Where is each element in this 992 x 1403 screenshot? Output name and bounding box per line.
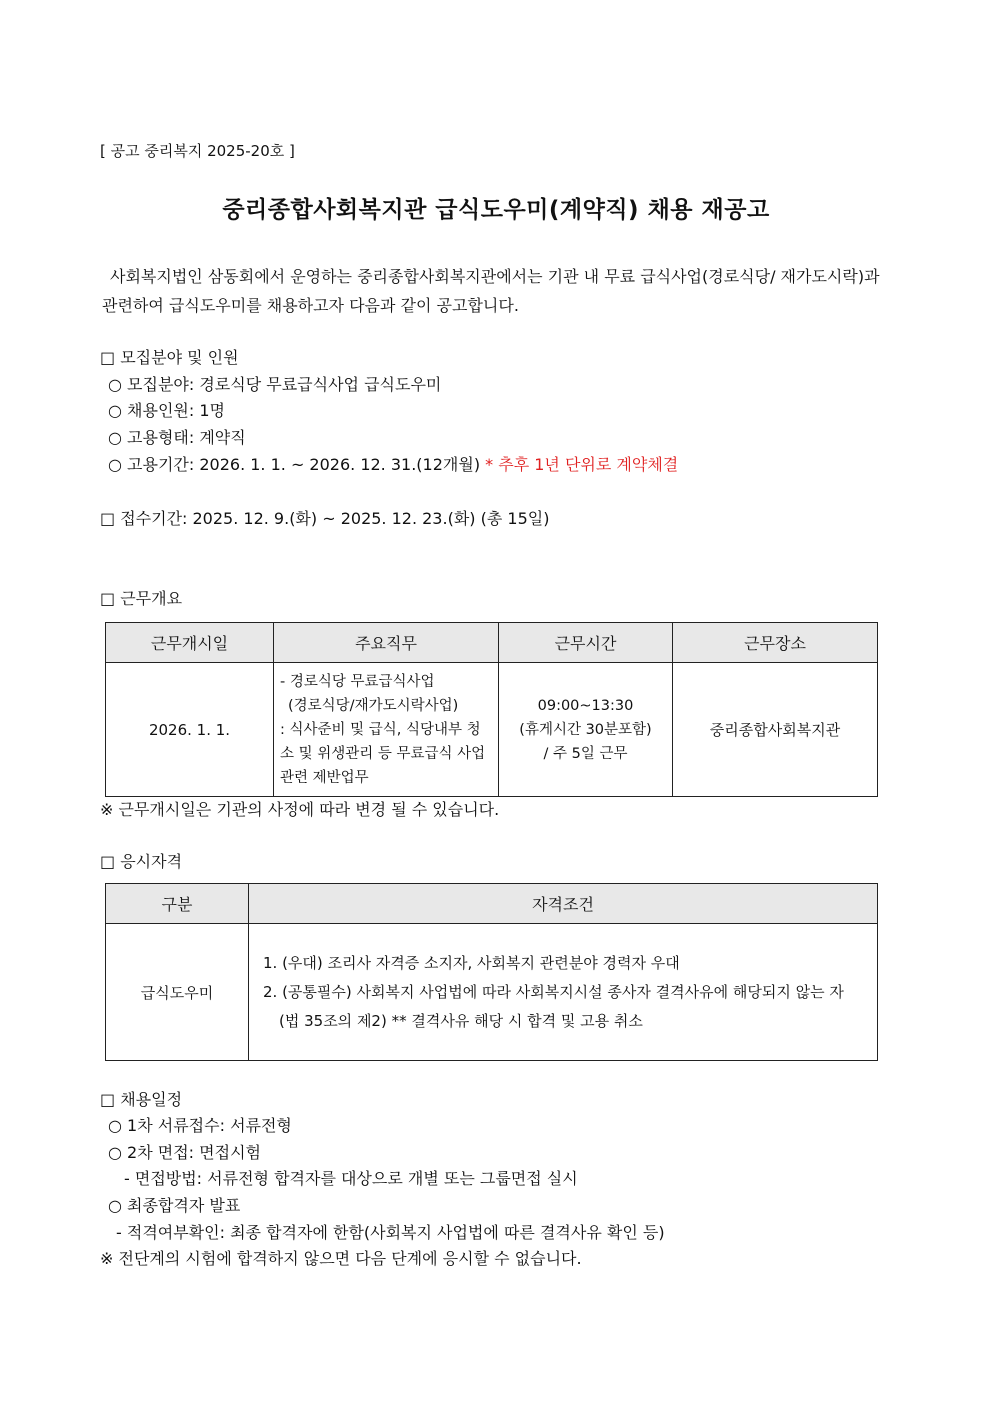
work-header-duty: 주요직무: [274, 623, 499, 663]
page-title: 중리종합사회복지관 급식도우미(계약직) 채용 재공고: [222, 197, 770, 223]
recruit-period-note: * 추후 1년 단위로 계약체결: [485, 455, 679, 474]
duty-line: : 식사준비 및 급식, 식당내부 청소 및 위생관리 등 무료급식 사업 관련 제반업무: [280, 721, 486, 786]
condition-line: 1. (우대) 조리사 자격증 소지자, 사회복지 관련분야 경력자 우대: [263, 953, 680, 972]
duty-line: - 경로식당 무료급식사업: [280, 673, 435, 690]
qualification-heading: □ 응시자격: [100, 852, 183, 871]
hours-line: (휴게시간 30분포함): [519, 721, 652, 738]
recruit-heading: □ 모집분야 및 인원: [100, 348, 239, 367]
work-header-place: 근무장소: [673, 623, 878, 663]
work-duties: [274, 663, 499, 797]
qual-conditions: [249, 924, 878, 1061]
recruit-item-count: ○ 채용인원: 1명: [108, 401, 225, 420]
hours-line: 09:00~13:30: [537, 697, 634, 714]
work-header-start: 근무개시일: [106, 623, 274, 663]
schedule-eligibility: - 적격여부확인: 최종 합격자에 한함(사회복지 사업법에 따른 결격사유 확인 등): [116, 1223, 665, 1242]
duty-line: (경로식당/재가도시락사업): [288, 697, 459, 714]
work-table: [105, 622, 878, 797]
schedule-interview-method: - 면접방법: 서류전형 합격자를 대상으로 개별 또는 그룹면접 실시: [124, 1169, 578, 1188]
schedule-step-1: ○ 1차 서류접수: 서류전형: [108, 1116, 292, 1135]
hours-line: / 주 5일 근무: [543, 745, 628, 762]
notice-number: [ 공고 중리복지 2025-20호 ]: [100, 142, 295, 160]
recruit-period-text: ○ 고용기간: 2026. 1. 1. ~ 2026. 12. 31.(12개월): [108, 455, 481, 474]
work-start-date: 2026. 1. 1.: [106, 663, 274, 797]
reception-period: □ 접수기간: 2025. 12. 9.(화) ~ 2025. 12. 23.(화) (총 15일): [100, 509, 550, 528]
work-header-hours: 근무시간: [499, 623, 673, 663]
recruit-item-field: ○ 모집분야: 경로식당 무료급식사업 급식도우미: [108, 375, 442, 394]
schedule-note: ※ 전단계의 시험에 합격하지 않으면 다음 단계에 응시할 수 없습니다.: [100, 1249, 582, 1268]
qual-header-condition: 자격조건: [249, 884, 878, 924]
recruit-item-period: [108, 452, 678, 479]
schedule-final: ○ 최종합격자 발표: [108, 1196, 241, 1215]
schedule-step-2: ○ 2차 면접: 면접시험: [108, 1143, 261, 1162]
work-heading: □ 근무개요: [100, 589, 183, 608]
qual-category: 급식도우미: [106, 924, 249, 1061]
qual-header-category: 구분: [106, 884, 249, 924]
condition-line: (법 35조의 제2) ** 결격사유 해당 시 합격 및 고용 취소: [279, 1011, 643, 1030]
recruit-item-type: ○ 고용형태: 계약직: [108, 428, 246, 447]
condition-line: 2. (공통필수) 사회복지 사업법에 따라 사회복지시설 종사자 결격사유에 해당되지 않는 자: [263, 982, 844, 1001]
work-place: 중리종합사회복지관: [673, 663, 878, 797]
schedule-heading: □ 채용일정: [100, 1090, 183, 1109]
intro-paragraph: 사회복지법인 삼동회에서 운영하는 중리종합사회복지관에서는 기관 내 무료 급식사업(경로식당/ 재가도시락)과 관련하여 급식도우미를 채용하고자 다음과 같이 공고합니다.: [102, 267, 880, 315]
qualification-table: [105, 883, 878, 1061]
work-hours: [499, 663, 673, 797]
work-note: ※ 근무개시일은 기관의 사정에 따라 변경 될 수 있습니다.: [100, 800, 500, 819]
